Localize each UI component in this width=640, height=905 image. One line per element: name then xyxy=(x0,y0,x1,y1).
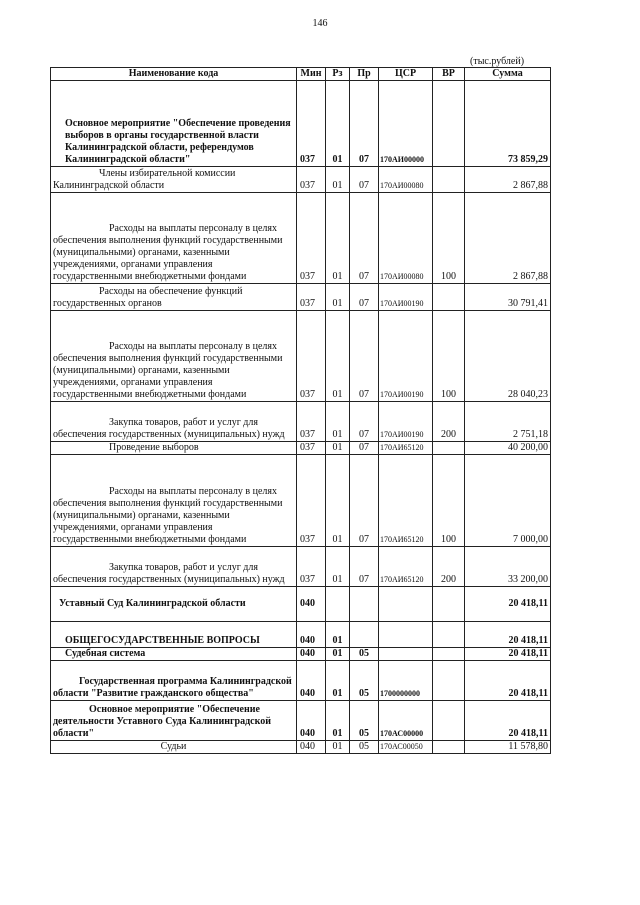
row-sum: 33 200,00 xyxy=(465,547,551,587)
row-csr: 170АС00000 xyxy=(379,701,433,741)
row-pr: 07 xyxy=(350,81,379,167)
row-vr xyxy=(433,587,465,622)
table-row xyxy=(51,81,551,167)
header-pr: Пр xyxy=(350,68,379,81)
table-row xyxy=(51,741,551,754)
row-min: 037 xyxy=(297,284,326,311)
row-pr: 07 xyxy=(350,311,379,402)
row-csr: 1700000000 xyxy=(379,661,433,701)
row-name: Судебная система xyxy=(51,648,297,661)
row-vr: 100 xyxy=(433,193,465,284)
row-csr: 170АИ00190 xyxy=(379,402,433,442)
row-vr xyxy=(433,622,465,648)
row-name: Основное мероприятие "Обеспечение проведения выборов в органы государственной власти Калининградской области, референдумов Калининградской области" xyxy=(51,81,297,167)
row-rz: 01 xyxy=(326,311,350,402)
row-csr: 170АИ65120 xyxy=(379,442,433,455)
row-csr: 170АС00050 xyxy=(379,741,433,754)
row-csr xyxy=(379,587,433,622)
row-rz: 01 xyxy=(326,167,350,193)
table-row xyxy=(51,547,551,587)
row-name: Члены избирательной комиссии Калининградской области xyxy=(51,167,297,193)
row-vr: 100 xyxy=(433,311,465,402)
row-csr xyxy=(379,648,433,661)
header-vr: ВР xyxy=(433,68,465,81)
row-vr: 100 xyxy=(433,455,465,547)
header-csr: ЦСР xyxy=(379,68,433,81)
table-row xyxy=(51,311,551,402)
row-pr: 07 xyxy=(350,455,379,547)
row-vr xyxy=(433,284,465,311)
table-row xyxy=(51,587,551,622)
row-rz: 01 xyxy=(326,701,350,741)
row-name: Закупка товаров, работ и услуг для обеспечения государственных (муниципальных) нужд xyxy=(51,547,297,587)
table-header-row xyxy=(51,68,551,81)
row-name: Проведение выборов xyxy=(51,442,297,455)
row-csr: 170АИ65120 xyxy=(379,547,433,587)
row-csr xyxy=(379,622,433,648)
units-label: (тыс.рублей) xyxy=(470,56,525,67)
row-rz: 01 xyxy=(326,741,350,754)
row-name: Расходы на обеспечение функций государственных органов xyxy=(51,284,297,311)
row-sum: 20 418,11 xyxy=(465,701,551,741)
budget-table xyxy=(50,67,551,754)
table-row xyxy=(51,661,551,701)
row-sum: 28 040,23 xyxy=(465,311,551,402)
row-rz: 01 xyxy=(326,622,350,648)
row-name: Судьи xyxy=(51,741,297,754)
row-min: 037 xyxy=(297,442,326,455)
table-row xyxy=(51,402,551,442)
row-rz: 01 xyxy=(326,661,350,701)
row-sum: 11 578,80 xyxy=(465,741,551,754)
row-vr xyxy=(433,648,465,661)
row-pr xyxy=(350,622,379,648)
row-vr xyxy=(433,442,465,455)
row-sum: 30 791,41 xyxy=(465,284,551,311)
row-vr: 200 xyxy=(433,547,465,587)
row-csr: 170АИ00000 xyxy=(379,81,433,167)
row-rz: 01 xyxy=(326,402,350,442)
row-sum: 20 418,11 xyxy=(465,648,551,661)
header-name: Наименование кода xyxy=(51,68,297,81)
header-sum: Сумма xyxy=(465,68,551,81)
row-rz: 01 xyxy=(326,284,350,311)
table-row xyxy=(51,284,551,311)
row-pr: 07 xyxy=(350,442,379,455)
row-sum: 40 200,00 xyxy=(465,442,551,455)
row-pr: 05 xyxy=(350,661,379,701)
row-vr xyxy=(433,701,465,741)
row-min: 040 xyxy=(297,661,326,701)
row-rz: 01 xyxy=(326,547,350,587)
row-sum: 20 418,11 xyxy=(465,661,551,701)
page-number: 146 xyxy=(312,18,328,29)
row-csr: 170АИ00080 xyxy=(379,167,433,193)
row-pr: 07 xyxy=(350,547,379,587)
row-pr xyxy=(350,587,379,622)
table-row xyxy=(51,442,551,455)
row-sum: 2 867,88 xyxy=(465,193,551,284)
table-row xyxy=(51,167,551,193)
table-row xyxy=(51,622,551,648)
row-name: Основное мероприятие "Обеспечение деятельности Уставного Суда Калининградской области" xyxy=(51,701,297,741)
row-min: 040 xyxy=(297,587,326,622)
row-rz: 01 xyxy=(326,455,350,547)
table-row xyxy=(51,648,551,661)
row-name: Расходы на выплаты персоналу в целях обеспечения выполнения функций государственными (муниципальными) органами, казенными учреждениями, органами управления государственными внебюджетными фондами xyxy=(51,455,297,547)
row-pr: 05 xyxy=(350,741,379,754)
table-row xyxy=(51,701,551,741)
row-rz: 01 xyxy=(326,193,350,284)
row-pr: 07 xyxy=(350,167,379,193)
row-min: 037 xyxy=(297,455,326,547)
row-sum: 73 859,29 xyxy=(465,81,551,167)
row-min: 037 xyxy=(297,311,326,402)
row-min: 040 xyxy=(297,701,326,741)
row-name: Расходы на выплаты персоналу в целях обеспечения выполнения функций государственными (муниципальными) органами, казенными учреждениями, органами управления государственными внебюджетными фондами xyxy=(51,311,297,402)
row-min: 037 xyxy=(297,167,326,193)
row-pr: 07 xyxy=(350,402,379,442)
row-vr xyxy=(433,741,465,754)
row-csr: 170АИ00080 xyxy=(379,193,433,284)
row-name: Государственная программа Калининградской области "Развитие гражданского общества" xyxy=(51,661,297,701)
row-rz: 01 xyxy=(326,648,350,661)
row-pr: 05 xyxy=(350,701,379,741)
row-vr xyxy=(433,81,465,167)
row-csr: 170АИ00190 xyxy=(379,311,433,402)
row-csr: 170АИ65120 xyxy=(379,455,433,547)
row-pr: 05 xyxy=(350,648,379,661)
row-rz xyxy=(326,587,350,622)
row-csr: 170АИ00190 xyxy=(379,284,433,311)
row-min: 040 xyxy=(297,648,326,661)
row-sum: 7 000,00 xyxy=(465,455,551,547)
row-min: 037 xyxy=(297,81,326,167)
row-sum: 20 418,11 xyxy=(465,587,551,622)
row-min: 037 xyxy=(297,547,326,587)
row-vr xyxy=(433,661,465,701)
row-sum: 20 418,11 xyxy=(465,622,551,648)
table-row xyxy=(51,455,551,547)
row-min: 040 xyxy=(297,622,326,648)
row-pr: 07 xyxy=(350,284,379,311)
row-min: 037 xyxy=(297,193,326,284)
header-rz: Рз xyxy=(326,68,350,81)
header-min: Мин xyxy=(297,68,326,81)
row-name: Уставный Суд Калининградской области xyxy=(51,587,297,622)
row-rz: 01 xyxy=(326,442,350,455)
row-pr: 07 xyxy=(350,193,379,284)
row-rz: 01 xyxy=(326,81,350,167)
row-min: 037 xyxy=(297,402,326,442)
row-name: Расходы на выплаты персоналу в целях обеспечения выполнения функций государственными (муниципальными) органами, казенными учреждениями, органами управления государственными внебюджетными фондами xyxy=(51,193,297,284)
row-min: 040 xyxy=(297,741,326,754)
row-name: Закупка товаров, работ и услуг для обеспечения государственных (муниципальных) нужд xyxy=(51,402,297,442)
table-row xyxy=(51,193,551,284)
row-vr xyxy=(433,167,465,193)
row-sum: 2 751,18 xyxy=(465,402,551,442)
row-sum: 2 867,88 xyxy=(465,167,551,193)
row-name: ОБЩЕГОСУДАРСТВЕННЫЕ ВОПРОСЫ xyxy=(51,622,297,648)
row-vr: 200 xyxy=(433,402,465,442)
